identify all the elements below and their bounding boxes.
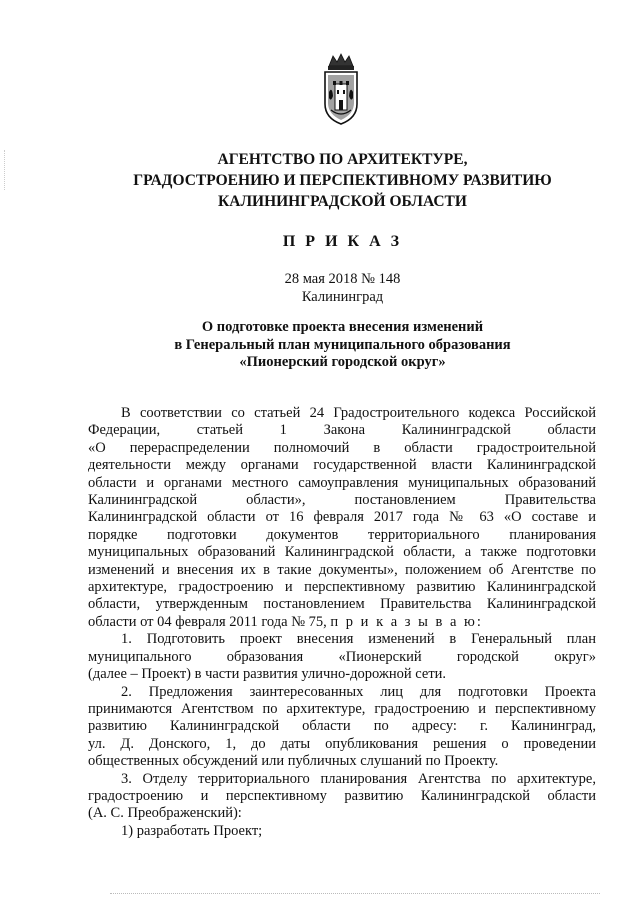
body-line: 2. Предложения заинтересованных лиц для подготовки Проекта	[121, 683, 596, 700]
scan-footer-artifact	[110, 893, 600, 897]
scan-edge-mark	[4, 150, 7, 190]
body-line-text: области от 04 февраля 2011 года № 75,	[88, 613, 327, 630]
org-line-3: КАЛИНИНГРАДСКОЙ ОБЛАСТИ	[218, 193, 467, 210]
org-line-1: АГЕНТСТВО ПО АРХИТЕКТУРЕ,	[217, 151, 468, 168]
date-and-number: 28 мая 2018 № 148	[284, 271, 401, 287]
body-line: «О перераспределении полномочий в области градостроительной	[88, 439, 596, 456]
order-body	[88, 405, 596, 840]
order-subject	[90, 319, 595, 372]
body-line: Калининградской области», постановлением Правительства	[88, 492, 596, 509]
body-line: общественных обсуждений или публичных слушаний по Проекту.	[88, 753, 499, 770]
body-line: порядке подготовки документов территориального планирования	[88, 526, 596, 543]
body-line	[88, 614, 596, 631]
body-line: деятельности между органами государственной власти Калининградской	[88, 457, 596, 474]
body-line: принимаются Агентством по архитектуре, градостроению и перспективному	[88, 700, 596, 717]
subject-line-1: О подготовке проекта внесения изменений	[201, 319, 484, 335]
body-line: 3. Отделу территориального планирования Агентства по архитектуре,	[121, 770, 596, 787]
organization-name	[90, 149, 595, 212]
body-line: 1. Подготовить проект внесения изменений в Генеральный план	[121, 631, 596, 648]
body-line: 1) разработать Проект;	[121, 822, 263, 839]
body-line: градостроению и перспективному развитию Калининградской области	[88, 787, 596, 804]
city-name: Калининград	[301, 289, 384, 305]
body-line: В соответствии со статьей 24 Градостроительного кодекса Российской	[121, 405, 596, 421]
body-line: развитию Калининградской области по адресу: г. Калининград,	[88, 718, 596, 735]
body-line: муниципального образования «Пионерский городской округ»	[88, 648, 596, 665]
coat-of-arms-emblem	[319, 52, 363, 128]
body-line: области и органами местного самоуправления муниципальных образований	[88, 474, 596, 491]
body-line: области, утвержденным постановлением Правительства Калининградской	[88, 596, 596, 613]
body-line: Калининградской области от 16 февраля 2017 года № 63 «О составе и	[88, 509, 596, 526]
subject-line-3: «Пионерский городской округ»	[239, 354, 446, 370]
subject-line-2: в Генеральный план муниципального образования	[174, 336, 511, 353]
body-line: ул. Д. Донского, 1, до даты опубликования решения о проведении	[88, 735, 596, 752]
org-line-2: ГРАДОСТРОЕНИЮ И ПЕРСПЕКТИВНОМУ РАЗВИТИЮ	[133, 172, 552, 189]
body-line: изменений и внесения их в такие документы», положением об Агентстве по	[88, 561, 596, 578]
order-word: п р и к а з ы в а ю:	[330, 613, 483, 630]
body-line: (А. С. Преображенский):	[88, 805, 242, 822]
document-type-title: П Р И К А З	[282, 233, 403, 250]
body-line: Федерации, статьей 1 Закона Калининградской области	[88, 422, 596, 439]
body-line: архитектуре, градостроению и перспективному развитию Калининградской	[88, 579, 596, 596]
body-line: муниципальных образований Калининградской области, а также подготовки	[88, 544, 596, 561]
body-line: (далее – Проект) в части развития улично-дорожной сети.	[88, 666, 447, 683]
